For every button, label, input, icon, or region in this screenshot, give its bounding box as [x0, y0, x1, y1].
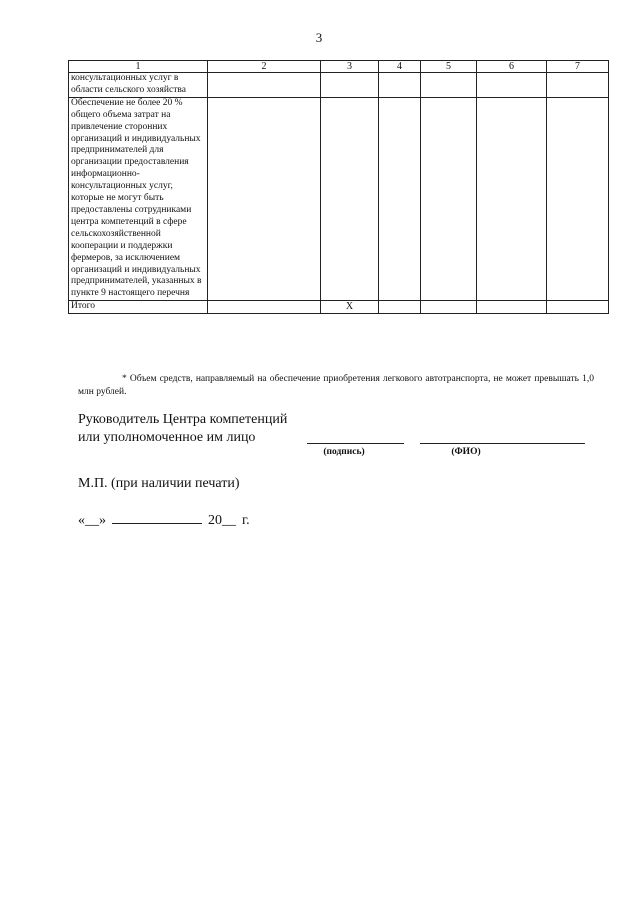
table-cell	[477, 97, 547, 300]
table-cell-total-label: Итого	[69, 301, 208, 314]
table-cell-mark: X	[321, 301, 379, 314]
column-header: 7	[547, 61, 609, 73]
table-cell	[421, 97, 477, 300]
table-row	[69, 97, 609, 300]
table-cell	[547, 301, 609, 314]
date-row	[78, 511, 250, 529]
column-header: 5	[421, 61, 477, 73]
table-header-row	[69, 61, 609, 73]
signature-block	[78, 411, 287, 447]
table-cell	[421, 73, 477, 98]
footnote: * Объем средств, направляемый на обеспечение приобретения легкового автотранспорта, не может превышать 1,0 млн рублей.	[78, 374, 594, 397]
table-cell	[547, 97, 609, 300]
column-header: 4	[379, 61, 421, 73]
signatory-title-line1: Руководитель Центра компетенций	[78, 412, 288, 427]
table-cell-description: консультационных услуг в области сельского хозяйства	[69, 73, 208, 98]
signature-caption: (подпись)	[323, 447, 365, 457]
signatory-title-line2: или уполномоченное им лицо	[78, 430, 256, 445]
table-cell	[321, 97, 379, 300]
page-number: 3	[315, 30, 323, 45]
table-cell	[379, 73, 421, 98]
day-field[interactable]: «__»	[78, 513, 106, 528]
column-header: 2	[208, 61, 321, 73]
table-cell	[208, 73, 321, 98]
column-header: 3	[321, 61, 379, 73]
full-name-caption: (ФИО)	[451, 447, 481, 457]
table-cell-description: Обеспечение не более 20 % общего объема затрат на привлечение сторонних организаций и индивидуальных предпринимателей для организации предоставления информационно-консультационных услуг, которые не могут быть предоставлены сотрудниками центра компетенций в сфере сельскохозяйственной кооперации и поддержки фермеров, за исключением организаций и индивидуальных предпринимателей, указанных в пункте 9 настоящего перечня	[69, 97, 208, 300]
table-cell	[379, 97, 421, 300]
full-name-line[interactable]	[420, 443, 585, 444]
table-cell	[477, 301, 547, 314]
table-cell	[321, 73, 379, 98]
stamp-note: М.П. (при наличии печати)	[78, 476, 240, 491]
year-suffix: г.	[242, 513, 250, 528]
column-header: 6	[477, 61, 547, 73]
table-cell	[477, 73, 547, 98]
table-cell	[208, 97, 321, 300]
month-field[interactable]	[112, 511, 202, 524]
column-header: 1	[69, 61, 208, 73]
signature-line[interactable]	[307, 443, 404, 444]
table-row	[69, 73, 609, 98]
table-cell	[379, 301, 421, 314]
expenses-table	[68, 60, 609, 314]
table-cell	[208, 301, 321, 314]
year-field[interactable]: 20__	[208, 513, 236, 528]
table-cell	[547, 73, 609, 98]
table-row-total	[69, 301, 609, 314]
table-cell	[421, 301, 477, 314]
